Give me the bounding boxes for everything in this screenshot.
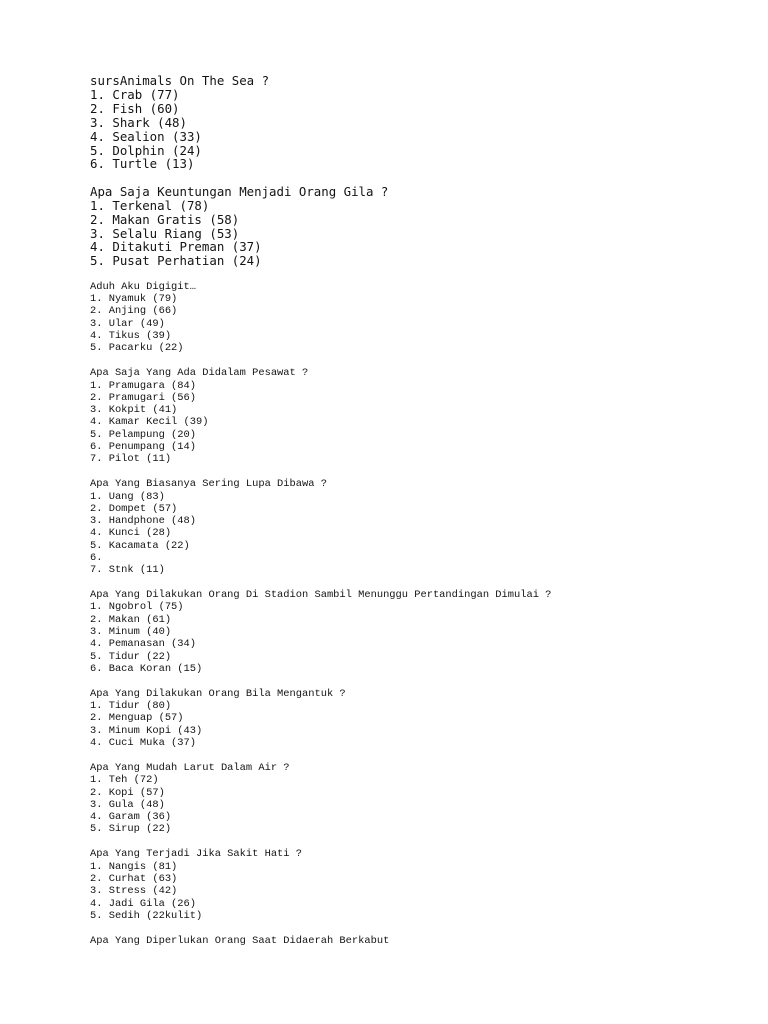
answer-item: 3. Gula (48) (90, 798, 165, 811)
answer-item: 5. Pusat Perhatian (24) (90, 253, 262, 269)
question-title: Apa Saja Yang Ada Didalam Pesawat ? (90, 367, 309, 380)
answer-item: 2. Kopi (57) (90, 786, 165, 799)
question-block (90, 478, 750, 576)
answer-item: 4. Tikus (39) (90, 330, 172, 343)
question-title: Apa Yang Biasanya Sering Lupa Dibawa ? (90, 478, 327, 491)
answer-item: 6. Baca Koran (15) (90, 662, 203, 675)
answer-item: 1. Nangis (81) (90, 860, 178, 873)
answer-item: 4. Sealion (33) (90, 128, 202, 144)
answer-item: 1. Tidur (80) (90, 700, 172, 713)
block-spacer (90, 922, 750, 935)
answer-item: 5. Pacarku (22) (90, 342, 184, 355)
block-spacer (90, 355, 750, 368)
answer-item: 4. Pemanasan (34) (90, 638, 197, 651)
answer-item: 4. Kunci (28) (90, 527, 172, 540)
answer-item: 4. Garam (36) (90, 811, 172, 824)
question-block (90, 688, 750, 749)
answer-item: 2. Curhat (63) (90, 872, 178, 885)
answer-item: 6. (90, 552, 103, 564)
answer-item: 3. Ular (49) (90, 317, 165, 330)
question-title: Apa Saja Keuntungan Menjadi Orang Gila ? (90, 183, 389, 199)
question-block (90, 762, 750, 836)
answer-item: 2. Anjing (66) (90, 305, 178, 318)
answer-item: 1. Teh (72) (90, 774, 159, 787)
answer-item: 7. Pilot (11) (90, 453, 172, 466)
answer-item: 1. Pramugara (84) (90, 379, 197, 392)
answer-item: 6. Turtle (13) (90, 156, 195, 172)
answer-item: 5. Sirup (22) (90, 823, 172, 836)
question-title: Aduh Aku Digigit… (90, 280, 197, 293)
answer-item: 5. Sedih (22kulit) (90, 909, 203, 922)
block-spacer (90, 836, 750, 849)
block-spacer (90, 675, 750, 688)
answer-item: 3. Stress (42) (90, 885, 178, 898)
question-block (90, 185, 750, 268)
answer-item: 5. Kacamata (22) (90, 539, 190, 552)
question-block (90, 848, 750, 922)
answer-item: 2. Makan Gratis (58) (90, 211, 240, 227)
answer-item: 3. Kokpit (41) (90, 404, 178, 417)
answer-item: 2. Menguap (57) (90, 712, 184, 725)
answer-item: 3. Minum (40) (90, 626, 172, 639)
answer-item: 3. Shark (48) (90, 114, 187, 130)
answer-item: 5. Dolphin (24) (90, 142, 202, 158)
question-title: Apa Yang Dilakukan Orang Di Stadion Sambil Menunggu Pertandingan Dimulai ? (90, 589, 552, 602)
answer-item: 4. Kamar Kecil (39) (90, 416, 209, 429)
answer-item: 6. Penumpang (14) (90, 441, 197, 454)
question-block (90, 589, 750, 675)
answer-item: 3. Minum Kopi (43) (90, 724, 203, 737)
answer-item: 1. Ngobrol (75) (90, 601, 184, 614)
block-spacer (90, 171, 750, 185)
answer-item: 5. Pelampung (20) (90, 428, 197, 441)
question-block (90, 367, 750, 465)
answer-item: 1. Crab (77) (90, 86, 180, 102)
question-title: Apa Yang Mudah Larut Dalam Air ? (90, 761, 290, 774)
block-spacer (90, 268, 750, 281)
answer-item: 1. Nyamuk (79) (90, 293, 178, 306)
block-spacer (90, 749, 750, 762)
block-spacer (90, 466, 750, 479)
answer-item: 3. Selalu Riang (53) (90, 225, 240, 241)
answer-item: 7. Stnk (11) (90, 564, 165, 577)
answer-item: 4. Cuci Muka (37) (90, 737, 197, 750)
answer-item: 5. Tidur (22) (90, 650, 172, 663)
question-title: Apa Yang Dilakukan Orang Bila Mengantuk ? (90, 687, 346, 700)
answer-item: 1. Terkenal (78) (90, 197, 210, 213)
question-block (90, 935, 750, 947)
answer-item: 3. Handphone (48) (90, 515, 197, 528)
question-block (90, 281, 750, 355)
answer-item: 2. Fish (60) (90, 100, 180, 116)
block-spacer (90, 577, 750, 590)
question-title: sursAnimals On The Sea ? (90, 73, 270, 88)
answer-item: 4. Jadi Gila (26) (90, 897, 197, 910)
question-title: Apa Yang Diperlukan Orang Saat Didaerah Berkabut (90, 934, 390, 947)
answer-item: 2. Pramugari (56) (90, 391, 197, 404)
answer-item: 2. Dompet (57) (90, 502, 178, 515)
document-body (90, 74, 750, 947)
question-title: Apa Yang Terjadi Jika Sakit Hati ? (90, 848, 303, 861)
answer-item: 2. Makan (61) (90, 613, 172, 626)
answer-item: 4. Ditakuti Preman (37) (90, 239, 262, 255)
answer-item: 1. Uang (83) (90, 490, 165, 503)
question-block (90, 74, 750, 171)
